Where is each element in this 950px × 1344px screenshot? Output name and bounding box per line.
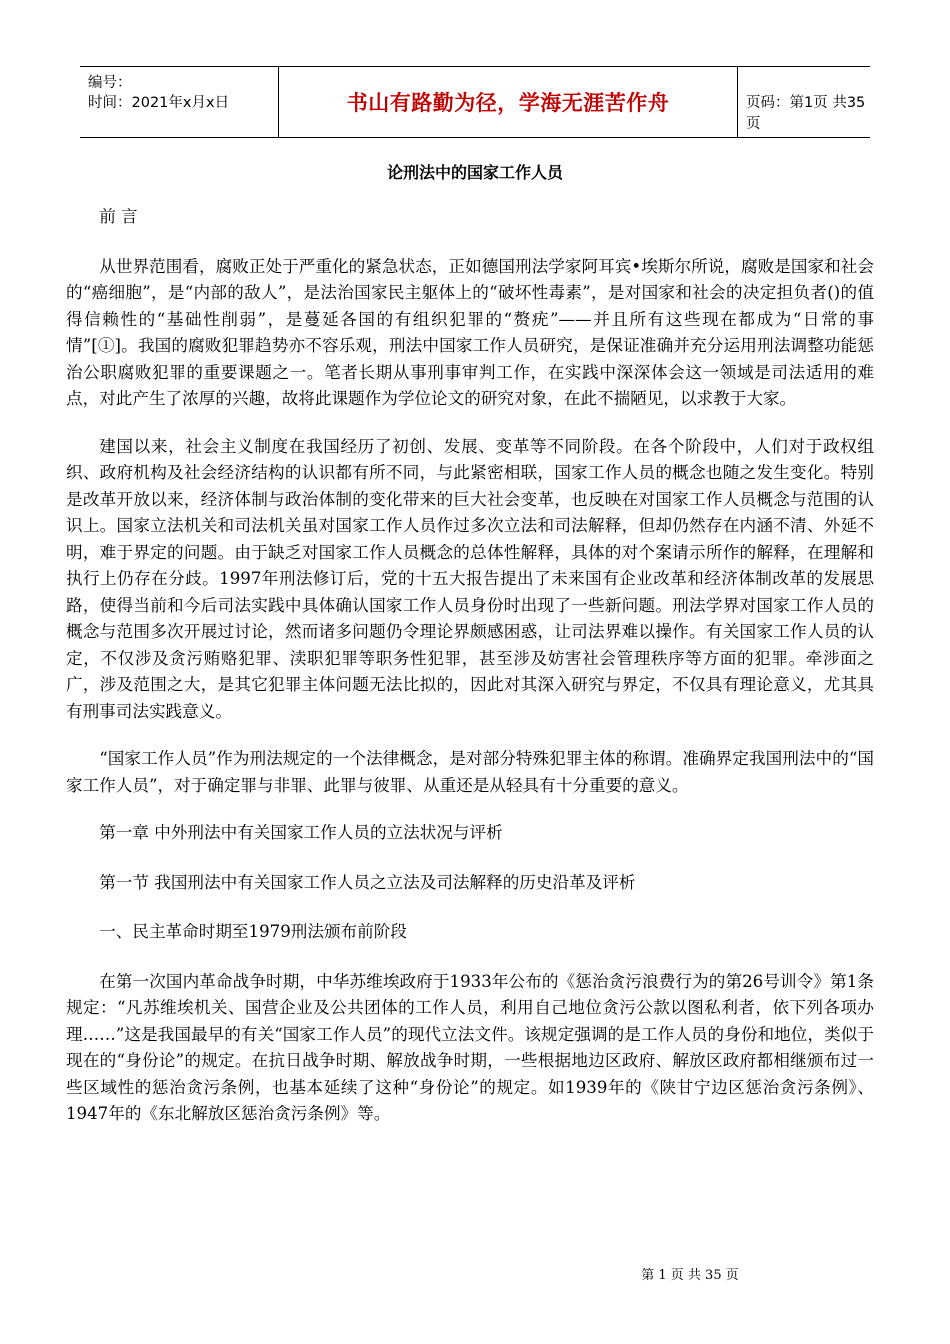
number-label: 编号： bbox=[88, 75, 132, 91]
header-meta bbox=[88, 73, 229, 113]
body-paragraph: “国家工作人员”作为刑法规定的一个法律概念，是对部分特殊犯罪主体的称谓。准确界定我国刑法中的“国家工作人员”，对于确定罪与非罪、此罪与彼罪、从重还是从轻具有十分重要的意义。 bbox=[66, 749, 874, 795]
document-title: 论刑法中的国家工作人员 bbox=[386, 163, 563, 182]
section-heading-preface: 前 言 bbox=[99, 207, 138, 226]
page-footer: 第 1 页 共 35 页 bbox=[641, 1268, 739, 1283]
body-paragraph: 在第一次国内革命战争时期，中华苏维埃政府于1933年公布的《惩治贪污浪费行为的第26号训令》第1条规定：“凡苏维埃机关、国营企业及公共团体的工作人员，利用自己地位贪污公款以图私利者，依下列各项办理……”这是我国最早的有关“国家工作人员”的现代立法文件。该规定强调的是工作人员的身份和地位，类似于现在的“身份论”的规定。在抗日战争时期、解放战争时期，一些根据地边区政府、解放区政府都相继颁布过一些区域性的惩治贪污条例，也基本延续了这种“身份论”的规定。如1939年的《陕甘宁边区惩治贪污条例》、1947年的《东北解放区惩治贪污条例》等。 bbox=[66, 971, 874, 1123]
header-slogan: 书山有路勤为径，学海无涯苦作舟 bbox=[278, 67, 738, 137]
body-paragraph: 从世界范围看，腐败正处于严重化的紧急状态，正如德国刑法学家阿耳宾•埃斯尔所说，腐败是国家和社会的“癌细胞”，是“内部的敌人”，是法治国家民主躯体上的“破坏性毒素”，是对国家和社会的决定担负者()的值得信赖性的“基础性削弱”，是蔓延各国的有组织犯罪的“赘疣”——并且所有这些现在都成为“日常的事情”[①]。我国的腐败犯罪趋势亦不容乐观，刑法中国家工作人员研究，是保证准确并充分运用刑法调整功能惩治公职腐败犯罪的重要课题之一。笔者长期从事刑事审判工作，在实践中深深体会这一领域是司法适用的难点，对此产生了浓厚的兴趣，故将此课题作为学位论文的研究对象，在此不揣陋见，以求教于大家。 bbox=[66, 256, 874, 408]
document-body bbox=[66, 204, 874, 1149]
header-page-info: 页码：第1页 共35页 bbox=[746, 95, 866, 132]
subsection-heading: 一、民主革命时期至1979刑法颁布前阶段 bbox=[99, 922, 407, 941]
page-header bbox=[80, 66, 870, 138]
section-heading: 第一节 我国刑法中有关国家工作人员之立法及司法解释的历史沿革及评析 bbox=[99, 872, 636, 892]
time-label: 时间：2021年x月x日 bbox=[88, 95, 230, 111]
body-paragraph: 建国以来，社会主义制度在我国经历了初创、发展、变革等不同阶段。在各个阶段中，人们对于政权组织、政府机构及社会经济结构的认识都有所不同，与此紧密相联，国家工作人员的概念也随之发生变化。特别是改革开放以来，经济体制与政治体制的变化带来的巨大社会变革，也反映在对国家工作人员概念与范围的认识上。国家立法机关和司法机关虽对国家工作人员作过多次立法和司法解释，但却仍然存在内涵不清、外延不明，难于界定的问题。由于缺乏对国家工作人员概念的总体性解释，具体的对个案请示所作的解释，在理解和执行上仍存在分歧。1997年刑法修订后，党的十五大报告提出了未来国有企业改革和经济体制改革的发展思路，使得当前和今后司法实践中具体确认国家工作人员身份时出现了一些新问题。刑法学界对国家工作人员的概念与范围多次开展过讨论，然而诸多问题仍令理论界颇感困惑，让司法界难以操作。有关国家工作人员的认定，不仅涉及贪污贿赂犯罪、渎职犯罪等职务性犯罪，甚至涉及妨害社会管理秩序等方面的犯罪。牵涉面之广，涉及范围之大，是其它犯罪主体问题无法比拟的，因此对其深入研究与界定，不仅具有理论意义，尤其具有刑事司法实践意义。 bbox=[66, 436, 874, 721]
chapter-heading: 第一章 中外刑法中有关国家工作人员的立法状况与评析 bbox=[99, 823, 503, 842]
